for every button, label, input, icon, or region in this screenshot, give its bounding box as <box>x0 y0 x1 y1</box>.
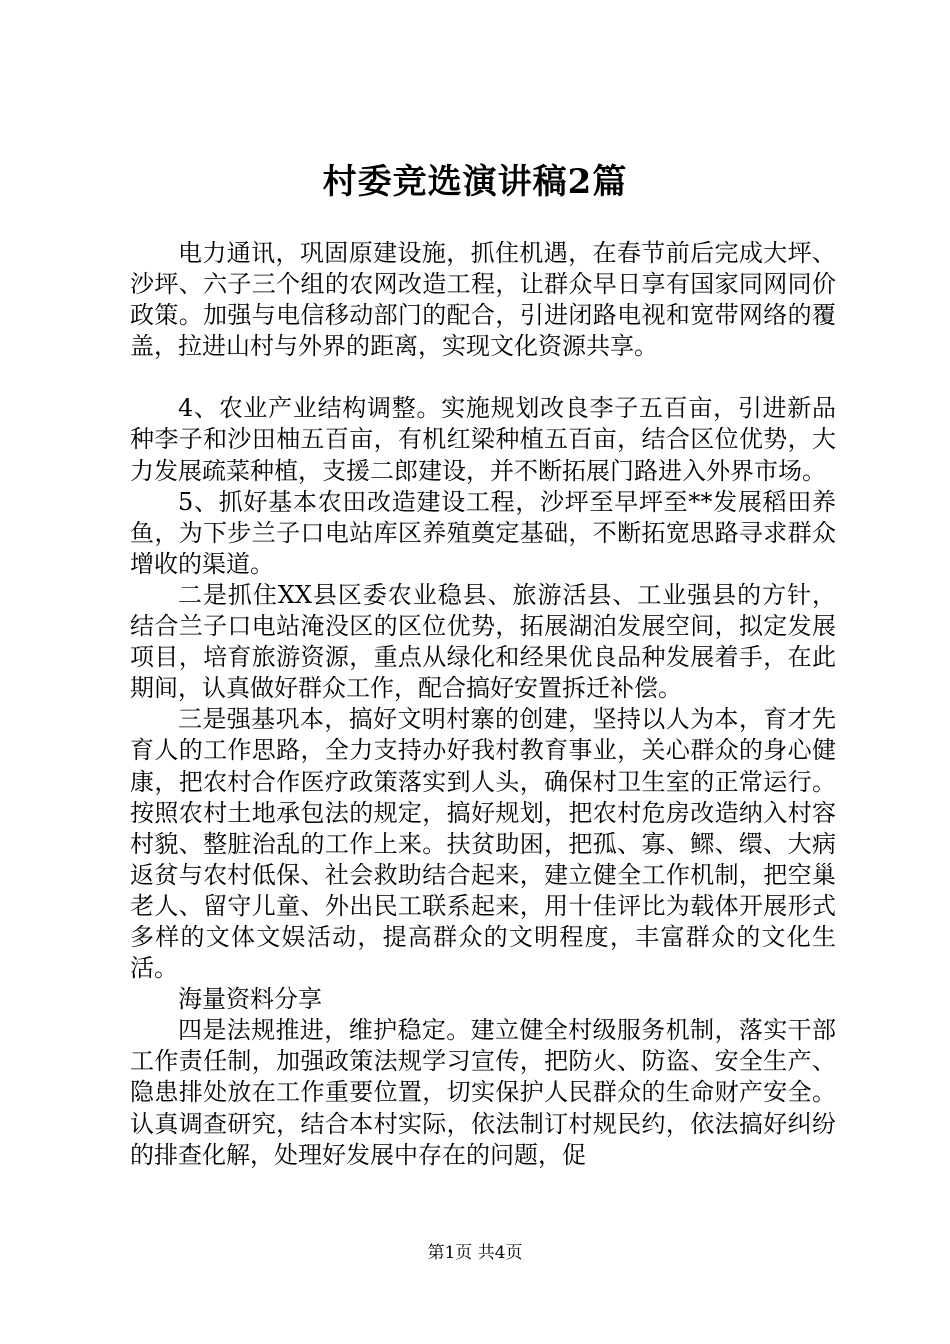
blank-line <box>130 362 836 393</box>
document-title: 村委竞选演讲稿2篇 <box>322 162 628 202</box>
document-body <box>130 238 836 1171</box>
paragraph-second-point: 二是抓住XX县区委农业稳县、旅游活县、工业强县的方针，结合兰子口电站淹没区的区位优势，拓展湖泊发展空间，拟定发展项目，培育旅游资源，重点从绿化和经果优良品种发展着手，在此期间，认真做好群众工作，配合搞好安置拆迁补偿。 <box>130 580 836 703</box>
paragraph-third-point: 三是强基巩本，搞好文明村寨的创建，坚持以人为本，育才先育人的工作思路，全力支持办好我村教育事业，关心群众的身心健康，把农村合作医疗政策落实到人头，确保村卫生室的正常运行。按照农村土地承包法的规定，搞好规划，把农村危房改造纳入村容村貌、整脏治乱的工作上来。扶贫助困，把孤、寡、鳏、缳、大病返贫与农村低保、社会救助结合起来，建立健全工作机制，把空巢老人、留守儿童、外出民工联系起来，用十佳评比为载体开展形式多样的文体文娱活动，提高群众的文明程度，丰富群众的文化生活。 <box>130 705 836 983</box>
paragraph-agriculture-structure: 4、农业产业结构调整。实施规划改良李子五百亩，引进新品种李子和沙田柚五百亩，有机红梁种植五百亩，结合区位优势，大力发展疏菜种植，支援二郎建设，并不断拓展门路进入外界市场。 <box>130 394 836 485</box>
paragraph-resource-note: 海量资料分享 <box>178 985 322 1014</box>
page-number: 第1页 共4页 <box>427 1243 523 1263</box>
paragraph-power-communication: 电力通讯，巩固原建设施，抓住机遇，在春节前后完成大坪、沙坪、六子三个组的农网改造工程，让群众早日享有国家同网同价政策。加强与电信移动部门的配合，引进闭路电视和宽带网络的覆盖，拉进山村与外界的距离，实现文化资源共享。 <box>130 239 836 361</box>
paragraph-farmland-improvement: 5、抓好基本农田改造建设工程，沙坪至早坪至**发展稻田养鱼，为下步兰子口电站库区养殖奠定基础，不断拓宽思路寻求群众增收的渠道。 <box>130 487 836 578</box>
paragraph-fourth-point: 四是法规推进，维护稳定。建立健全村级服务机制，落实干部工作责任制，加强政策法规学习宣传，把防火、防盗、安全生产、隐患排处放在工作重要位置，切实保护人民群众的生命财产安全。认真调查研究，结合本村实际，依法制订村规民约，依法搞好纠纷的排查化解，处理好发展中存在的问题，促 <box>130 1016 836 1169</box>
